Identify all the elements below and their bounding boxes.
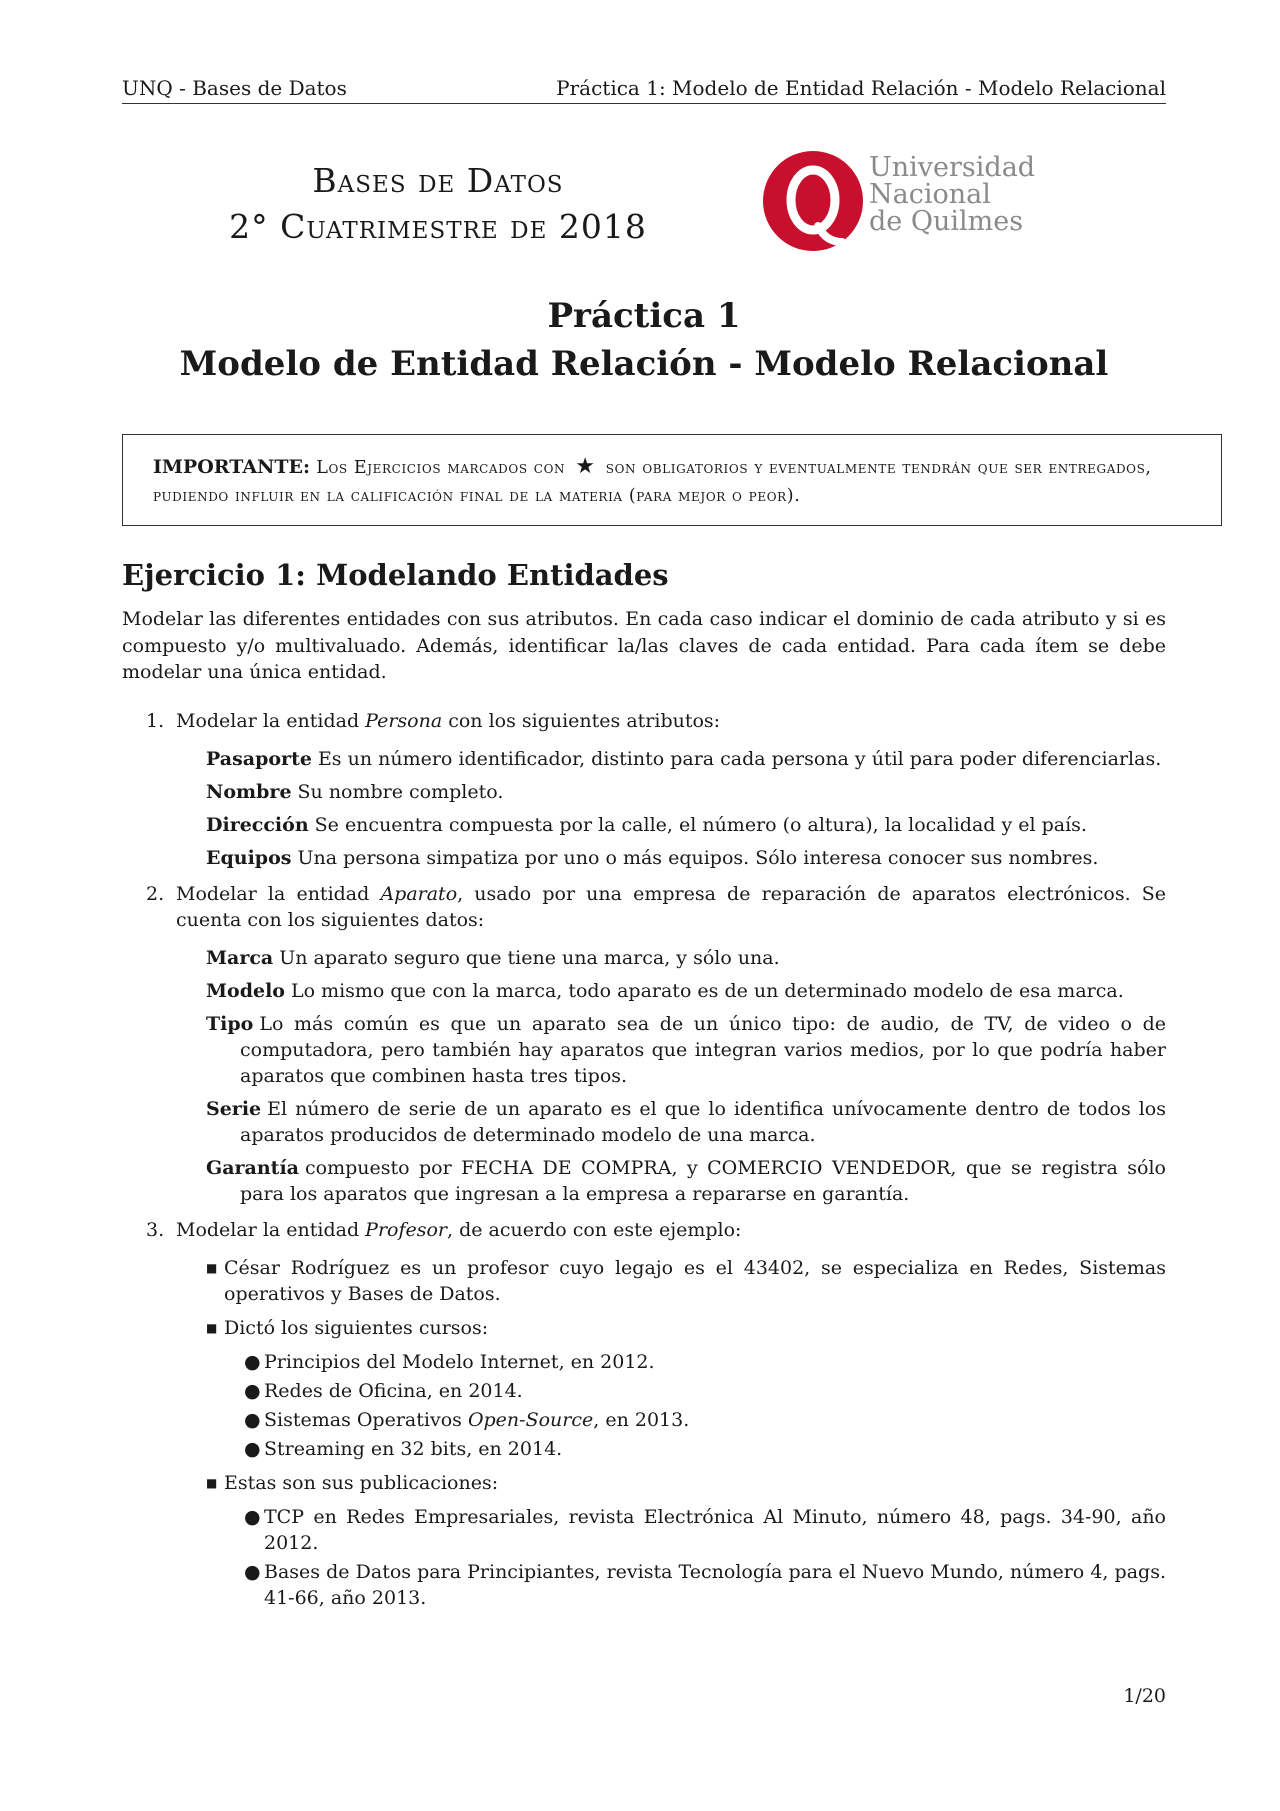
item-number: 2. (146, 883, 165, 905)
attribute-entry: Garantía compuesto por FECHA DE COMPRA, y COMERCIO VENDEDOR, que se registra sólo para los aparatos que ingresan a la empresa a repararse en garantía. (206, 1157, 1166, 1205)
header-left: UNQ - Bases de Datos (122, 76, 347, 100)
bullet-item: ■ Estas son sus publicaciones: ● TCP en Redes Empresariales, revista Electrónica Al Minuto, número 48, pags. 34-90, año 2012. ● Bases de Datos para Principiantes, revista Tecnología para el Nuevo Mundo, número 4, pags. 41-66, año 2013. (206, 1472, 1166, 1609)
attribute-entry: Marca Un aparato seguro que tiene una marca, y sólo una. (206, 947, 780, 969)
page-number: 1/20 (1123, 1685, 1166, 1707)
publication-list (244, 1504, 1166, 1611)
notice-text-before: Los Ejercicios marcados con (316, 458, 566, 478)
item-text: Modelar la entidad Aparato, usado por una empresa de reparación de aparatos electrónicos. Se cuenta con los siguientes datos: (176, 883, 1167, 931)
document-page (122, 0, 1166, 1811)
attribute-entry: Nombre Su nombre completo. (206, 781, 504, 803)
exercise-1-title: Ejercicio 1: Modelando Entidades (122, 558, 669, 592)
dot-bullet-icon: ● (244, 1561, 261, 1583)
running-header (122, 70, 1166, 104)
logo-line-1: Universidad (869, 152, 1036, 183)
course-term: 2° Cuatrimestre de 2018 (229, 207, 647, 246)
dot-bullet-icon: ● (244, 1409, 261, 1431)
practice-subject: Modelo de Entidad Relación - Modelo Relacional (179, 344, 1109, 384)
notice-text-after: son obligatorios y eventualmente tendrán que ser entregados, pudiendo influir en la calificación final de la materia (para mejor o peor). (153, 458, 1152, 506)
logo-line-2: Nacional (869, 179, 991, 210)
square-bullet-icon: ■ (206, 1476, 218, 1490)
attribute-entry: Serie El número de serie de un aparato es el que lo identifica unívocamente dentro de todos los aparatos producidos de determinado modelo de una marca. (206, 1098, 1166, 1146)
dot-bullet-icon: ● (244, 1506, 261, 1528)
university-logo (762, 150, 1062, 260)
star-icon: ★ (575, 454, 596, 479)
exercise-1-intro: Modelar las diferentes entidades con sus atributos. En cada caso indicar el dominio de cada atributo y si es compuesto y/o multivaluado. Además, identificar la/las claves de cada entidad. Para cada ítem se debe modelar una única entidad. (122, 608, 1166, 683)
course-title (208, 158, 668, 250)
logo-line-3: de Quilmes (869, 206, 1024, 237)
attribute-entry: Tipo Lo más común es que un aparato sea de un único tipo: de audio, de TV, de video o de computadora, pero también hay aparatos que integran varios medios, por lo que podría haber aparatos que combinen hasta tres tipos. (206, 1013, 1166, 1087)
list-item-persona (122, 708, 1166, 871)
course-name: Bases de Datos (312, 161, 564, 200)
square-bullet-icon: ■ (206, 1321, 218, 1335)
square-bullet-icon: ■ (206, 1261, 218, 1275)
dot-bullet-icon: ● (244, 1351, 261, 1373)
attribute-list (206, 746, 1166, 871)
list-item-aparato (122, 881, 1166, 1207)
practice-title (122, 292, 1166, 388)
list-item-profesor (122, 1217, 1166, 1611)
exercise-1-list (122, 708, 1166, 1619)
sub-item: ● Streaming en 32 bits, en 2014. (244, 1438, 563, 1460)
sub-item: ● Redes de Oficina, en 2014. (244, 1380, 523, 1402)
attribute-list (206, 945, 1166, 1207)
bullet-list (206, 1255, 1166, 1611)
bullet-item: ■ César Rodríguez es un profesor cuyo legajo es el 43402, se especializa en Redes, Sistemas operativos y Bases de Datos. (206, 1257, 1166, 1305)
attribute-entry: Equipos Una persona simpatiza por uno o más equipos. Sólo interesa conocer sus nombres. (206, 847, 1099, 869)
notice-label: IMPORTANTE: (153, 456, 311, 478)
practice-number: Práctica 1 (547, 296, 741, 336)
header-right: Práctica 1: Modelo de Entidad Relación - Modelo Relacional (556, 76, 1166, 100)
attribute-entry: Pasaporte Es un número identificador, distinto para cada persona y útil para poder diferenciarlas. (206, 748, 1162, 770)
university-logo-mark-icon (762, 150, 866, 260)
university-logo-text (869, 154, 1035, 235)
title-block (122, 152, 1166, 258)
course-list (244, 1349, 1166, 1462)
sub-item: ● Sistemas Operativos Open-Source, en 2013. (244, 1409, 690, 1431)
important-notice (122, 434, 1222, 526)
sub-item: ● TCP en Redes Empresariales, revista Electrónica Al Minuto, número 48, pags. 34-90, año 2012. (244, 1506, 1166, 1554)
item-text: Modelar la entidad Profesor, de acuerdo con este ejemplo: (176, 1219, 742, 1241)
dot-bullet-icon: ● (244, 1380, 261, 1402)
attribute-entry: Dirección Se encuentra compuesta por la calle, el número (o altura), la localidad y el país. (206, 814, 1087, 836)
item-number: 1. (146, 710, 165, 732)
item-text: Modelar la entidad Persona con los siguientes atributos: (176, 710, 721, 732)
attribute-entry: Modelo Lo mismo que con la marca, todo aparato es de un determinado modelo de esa marca. (206, 980, 1124, 1002)
bullet-item: ■ Dictó los siguientes cursos: ● Principios del Modelo Internet, en 2012. ● Redes de Oficina, en 2014. ● Sistemas Operativos Open-Source, en 2013. ● Streaming en 32 bits, en 2014. (206, 1315, 1166, 1462)
item-number: 3. (146, 1219, 165, 1241)
sub-item: ● Bases de Datos para Principiantes, revista Tecnología para el Nuevo Mundo, número 4, pags. 41-66, año 2013. (244, 1561, 1166, 1609)
sub-item: ● Principios del Modelo Internet, en 2012. (244, 1351, 655, 1373)
dot-bullet-icon: ● (244, 1438, 261, 1460)
